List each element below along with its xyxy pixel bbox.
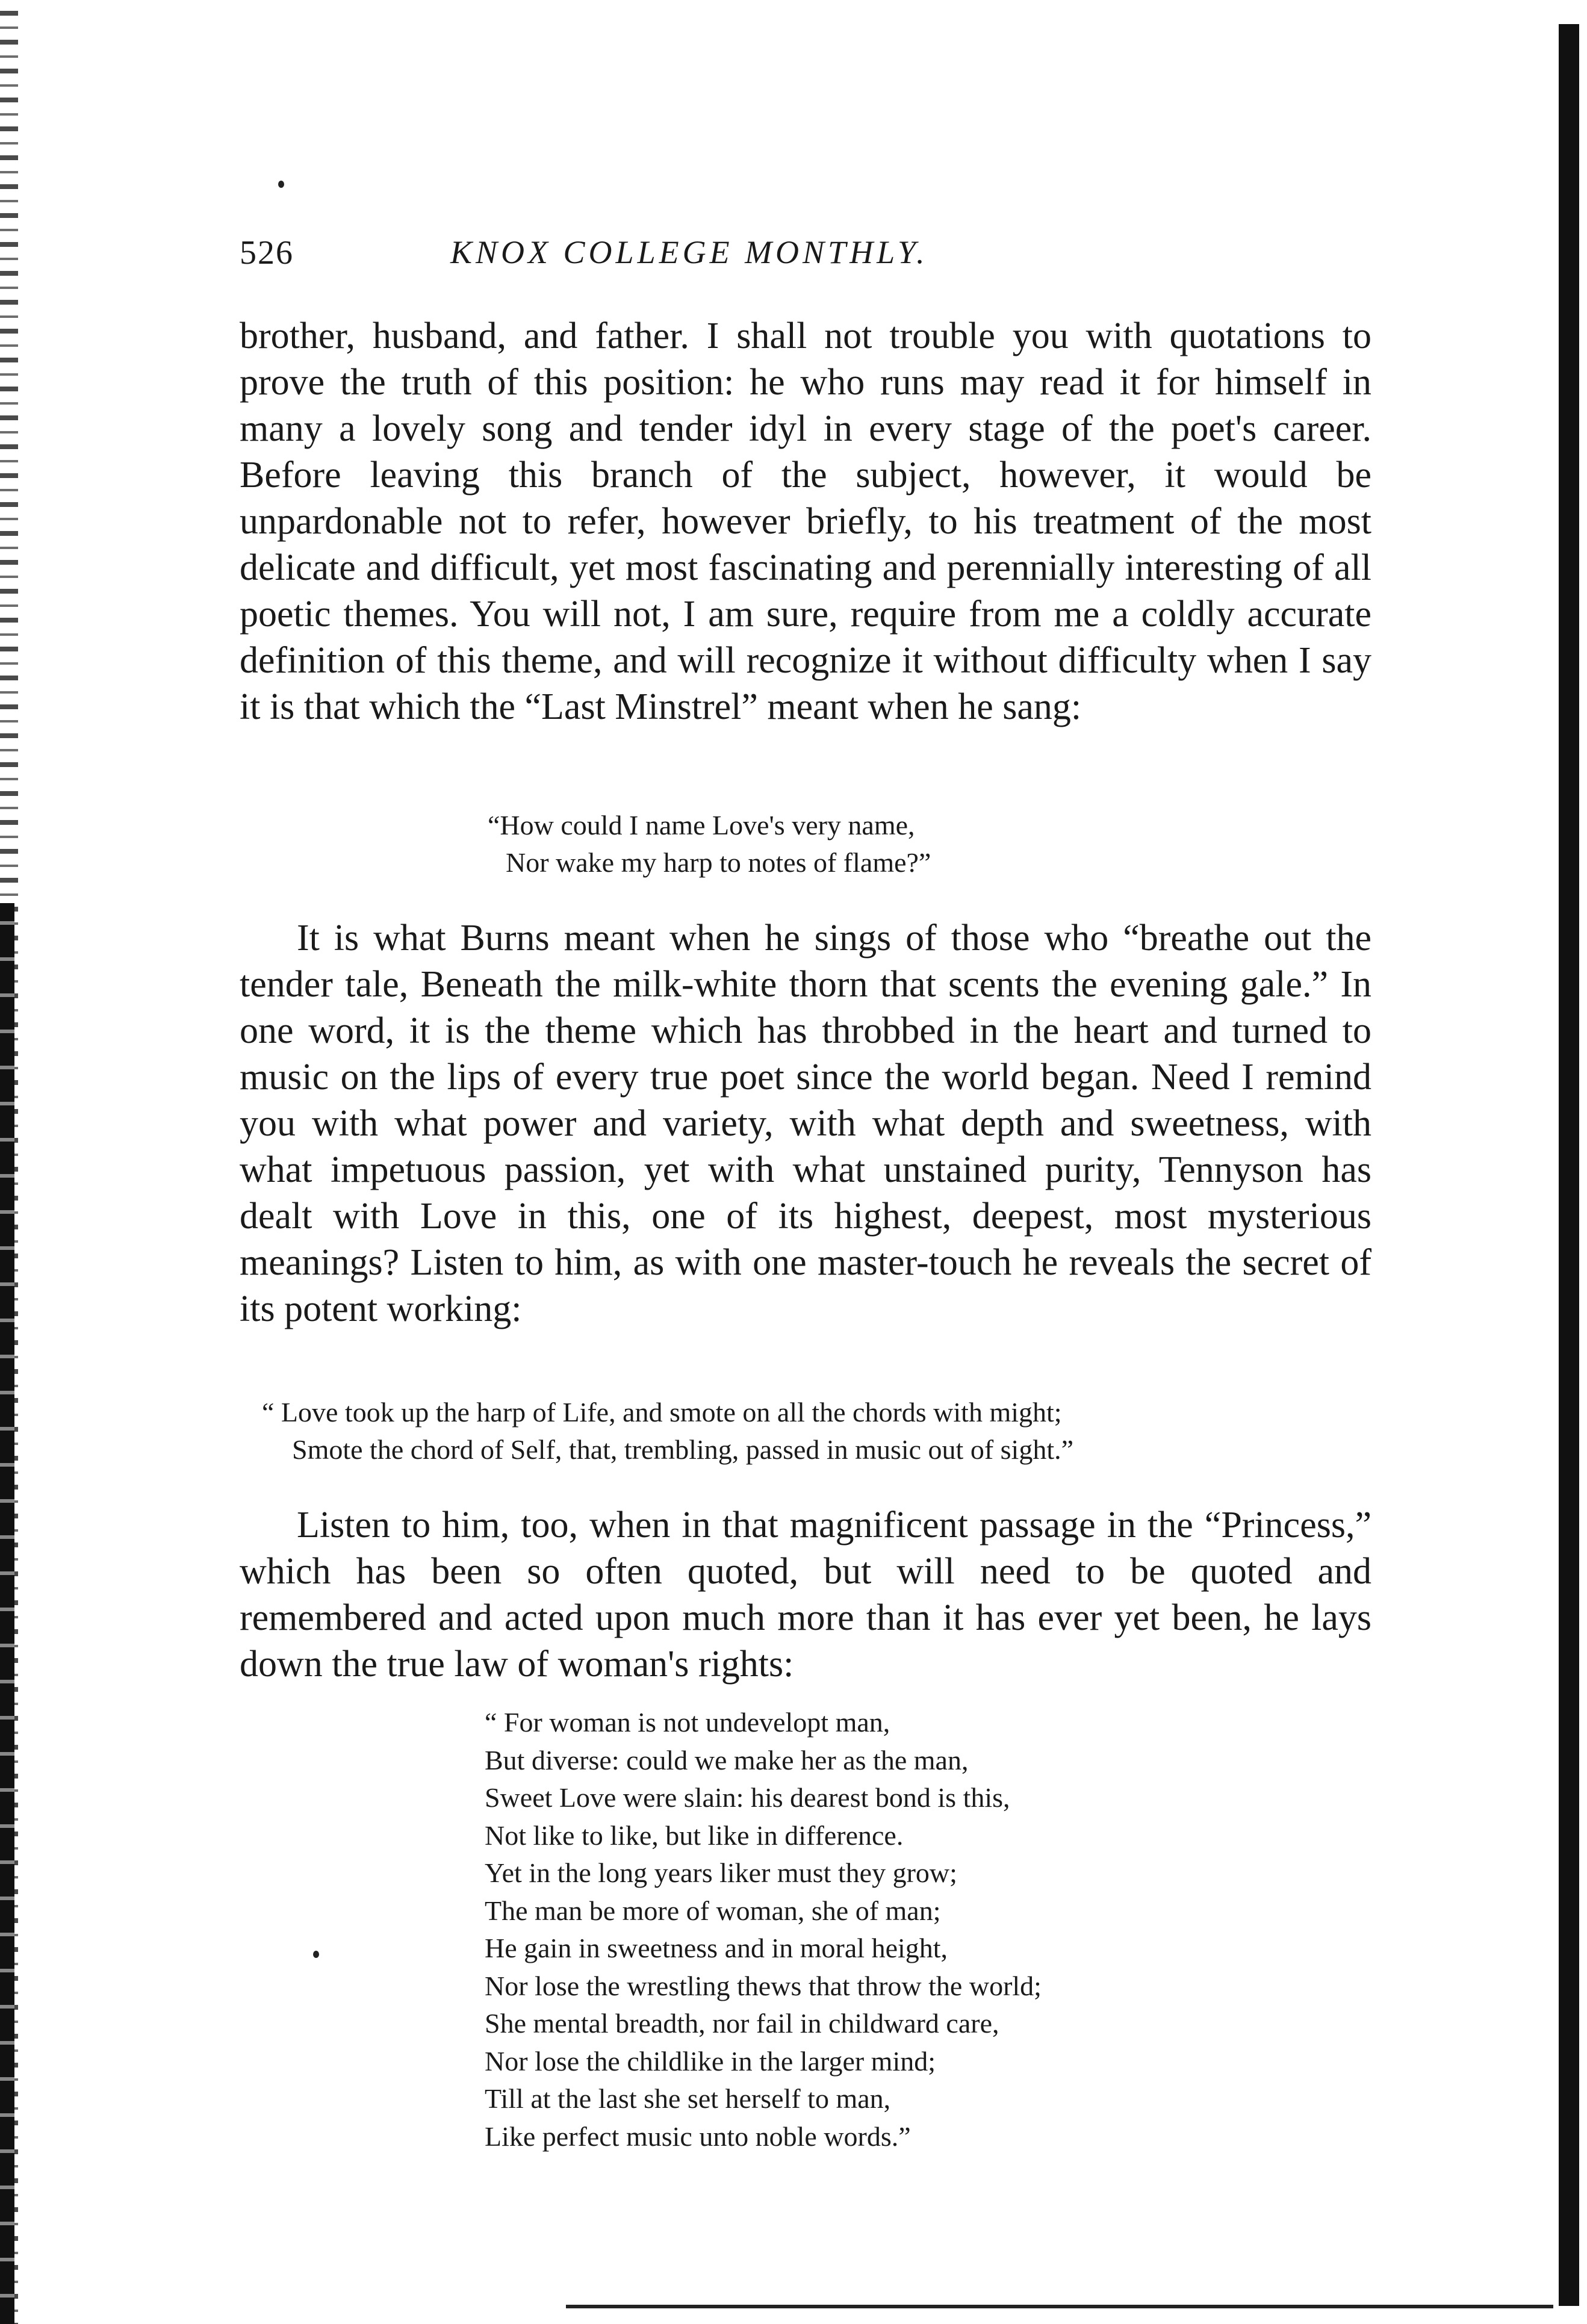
bottom-page-edge: [566, 2305, 1553, 2308]
verse-line: The man be more of woman, she of man;: [485, 1895, 941, 1926]
page-header: [240, 229, 1143, 289]
verse-quotation-3: [485, 1704, 1042, 2155]
ink-speck: [278, 181, 284, 188]
paragraph-3: Listen to him, too, when in that magnificent passage in the “Princess,” which has been so often quoted, but will need to be quoted and remembered and acted upon much more than it has ever yet been, he lays down the true law of woman's rights:: [240, 1505, 1371, 1685]
verse-quotation-2: [262, 1394, 1073, 1468]
verse-line: “How could I name Love's very name,: [488, 810, 915, 840]
verse-line: Till at the last she set herself to man,: [485, 2083, 891, 2114]
right-page-edge: [1559, 24, 1579, 2306]
paragraph-2: It is what Burns meant when he sings of those who “breathe out the tender tale, Beneath the milk-white thorn that scents the evening gale.” In one word, it is the theme which has throbbed in the heart and turned to music on the lips of every true poet since the world began. Need I remind you with what power and variety, with what depth and sweetness, with what impetuous passion, yet with what unstained purity, Tennyson has dealt with Love in this, one of its highest, deepest, most mysterious meanings? Listen to him, as with one master-touch he reveals the secret of its potent working:: [240, 918, 1371, 1329]
verse-line: He gain in sweetness and in moral height,: [485, 1933, 948, 1963]
page-number: 526: [240, 234, 294, 272]
verse-line: “ Love took up the harp of Life, and smote on all the chords with might;: [262, 1397, 1062, 1428]
verse-quotation-1: [488, 807, 931, 881]
left-binding-shadow: [0, 903, 14, 2324]
verse-line: She mental breadth, nor fail in childward care,: [485, 2008, 999, 2039]
running-head: KNOX COLLEGE MONTHLY.: [450, 234, 928, 270]
verse-line: Smote the chord of Self, that, trembling, passed in music out of sight.”: [292, 1434, 1074, 1465]
verse-line: Nor lose the wrestling thews that throw the world;: [485, 1970, 1042, 2001]
verse-line: Not like to like, but like in difference.: [485, 1819, 904, 1851]
verse-line: Nor wake my harp to notes of flame?”: [506, 847, 931, 878]
verse-line: Like perfect music unto noble words.”: [485, 2120, 911, 2152]
verse-line: Yet in the long years liker must they grow;: [485, 1857, 957, 1888]
verse-line: “ For woman is not undevelopt man,: [485, 1707, 890, 1738]
verse-line: Sweet Love were slain: his dearest bond is this,: [485, 1782, 1010, 1813]
ink-speck: [313, 1951, 319, 1958]
verse-line: Nor lose the childlike in the larger mind;: [485, 2045, 936, 2077]
verse-line: But diverse: could we make her as the man,: [485, 1744, 969, 1776]
paragraph-1: brother, husband, and father. I shall not trouble you with quotations to prove the truth of this position: he who runs may read it for himself in many a lovely song and tender idyl in every stage of the poet's career. Before leaving this branch of the subject, however, it would be unpardonable not to refer, however briefly, to his treatment of the most delicate and difficult, yet most fascinating and perennially interesting of all poetic themes. You will not, I am sure, require from me a coldly accurate definition of this theme, and will recognize it without difficulty when I say it is that which the “Last Minstrel” meant when he sang:: [240, 315, 1371, 727]
